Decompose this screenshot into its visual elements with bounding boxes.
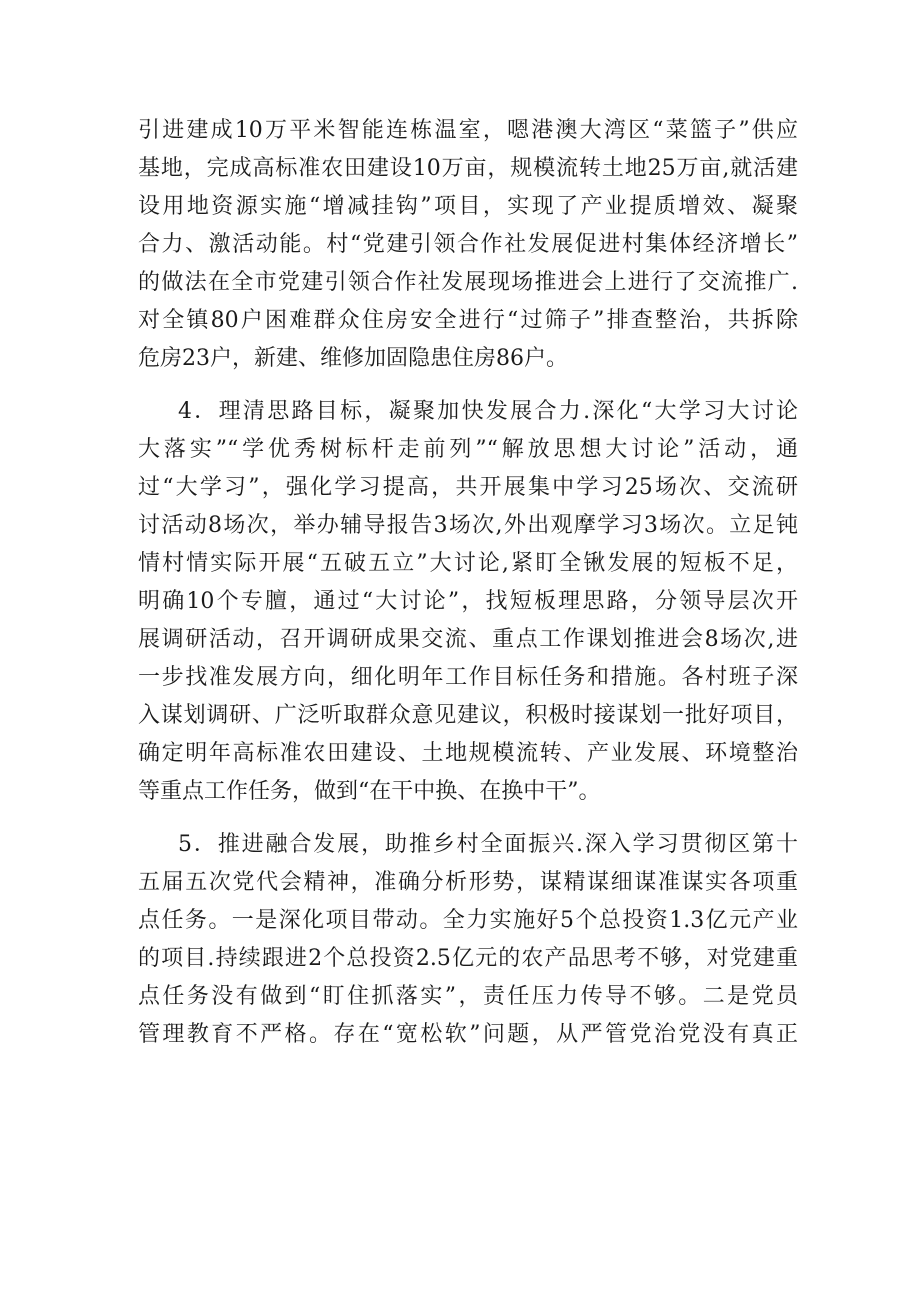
text-line: 基地，完成高标准农田建设10万亩，规模流转土地25万亩,就活建 xyxy=(138,156,798,181)
text-line: 的项目.持续跟进2个总投资2.5亿元的农产品思考不够，对党建重 xyxy=(138,946,798,971)
text-line: 过“大学习”，强化学习提高，共开展集中学习25场次、交流研 xyxy=(138,475,798,500)
paragraph-3 xyxy=(138,826,798,1054)
text-line: 大落实”“学优秀树标杆走前列”“解放思想大讨论”活动，通 xyxy=(138,437,798,462)
text-line: 讨活动8场次，举办辅导报告3场次,外出观摩学习3场次。立足钝 xyxy=(138,513,798,538)
text-line: 点任务。一是深化项目带动。全力实施好5个总投资1.3亿元产业 xyxy=(138,908,798,933)
text-line: 展调研活动，召开调研成果交流、重点工作课划推进会8场次,进 xyxy=(138,627,798,652)
text-line: 5．推进融合发展，助推乡村全面振兴.深入学习贯彻区第十 xyxy=(178,832,798,857)
text-line: 管理教育不严格。存在“宽松软”问题，从严管党治党没有真正 xyxy=(138,1022,798,1047)
text-line: 情村情实际开展“五破五立”大讨论,紧盯全锹发展的短板不足， xyxy=(138,551,798,576)
document-body xyxy=(138,112,798,1054)
text-line: 入谋划调研、广泛听取群众意见建议，积极时接谋划一批好项目， xyxy=(138,703,798,728)
text-line: 一步找准发展方向，细化明年工作目标任务和措施。各村班子深 xyxy=(138,665,798,690)
text-line: 的做法在全市党建引领合作社发展现场推进会上进行了交流推广. xyxy=(138,270,798,295)
paragraph-1 xyxy=(138,112,798,378)
text-line: 确定明年高标准农田建设、土地规模流转、产业发展、环境整治 xyxy=(138,741,798,766)
text-line: 对全镇80户困难群众住房安全进行“过筛子”排查整治，共拆除 xyxy=(138,308,798,333)
text-line: 引进建成10万平米智能连栋温室，嗯港澳大湾区“菜篮子”供应 xyxy=(138,118,798,143)
text-line: 五届五次党代会精神，准确分析形势，谋精谋细谋准谋实各项重 xyxy=(138,870,798,895)
paragraph-gap xyxy=(138,811,798,826)
text-line: 4．理清思路目标，凝聚加快发展合力.深化“大学习大讨论 xyxy=(178,399,798,424)
paragraph-gap xyxy=(138,378,798,393)
text-line: 等重点工作任务，做到“在干中换、在换中干”。 xyxy=(138,779,601,804)
text-line: 合力、激活动能。村“党建引领合作社发展促进村集体经济增长” xyxy=(138,232,798,257)
text-line: 危房23户，新建、维修加固隐患住房86户。 xyxy=(138,346,568,371)
text-line: 明确10个专膻，通过“大讨论”，找短板理思路，分领导层次开 xyxy=(138,589,798,614)
text-line: 设用地资源实施“增减挂钩”项目，实现了产业提质增效、凝聚 xyxy=(138,194,798,219)
paragraph-2 xyxy=(138,393,798,811)
text-line: 点任务没有做到“盯住抓落实”，责任压力传导不够。二是党员 xyxy=(138,984,798,1009)
